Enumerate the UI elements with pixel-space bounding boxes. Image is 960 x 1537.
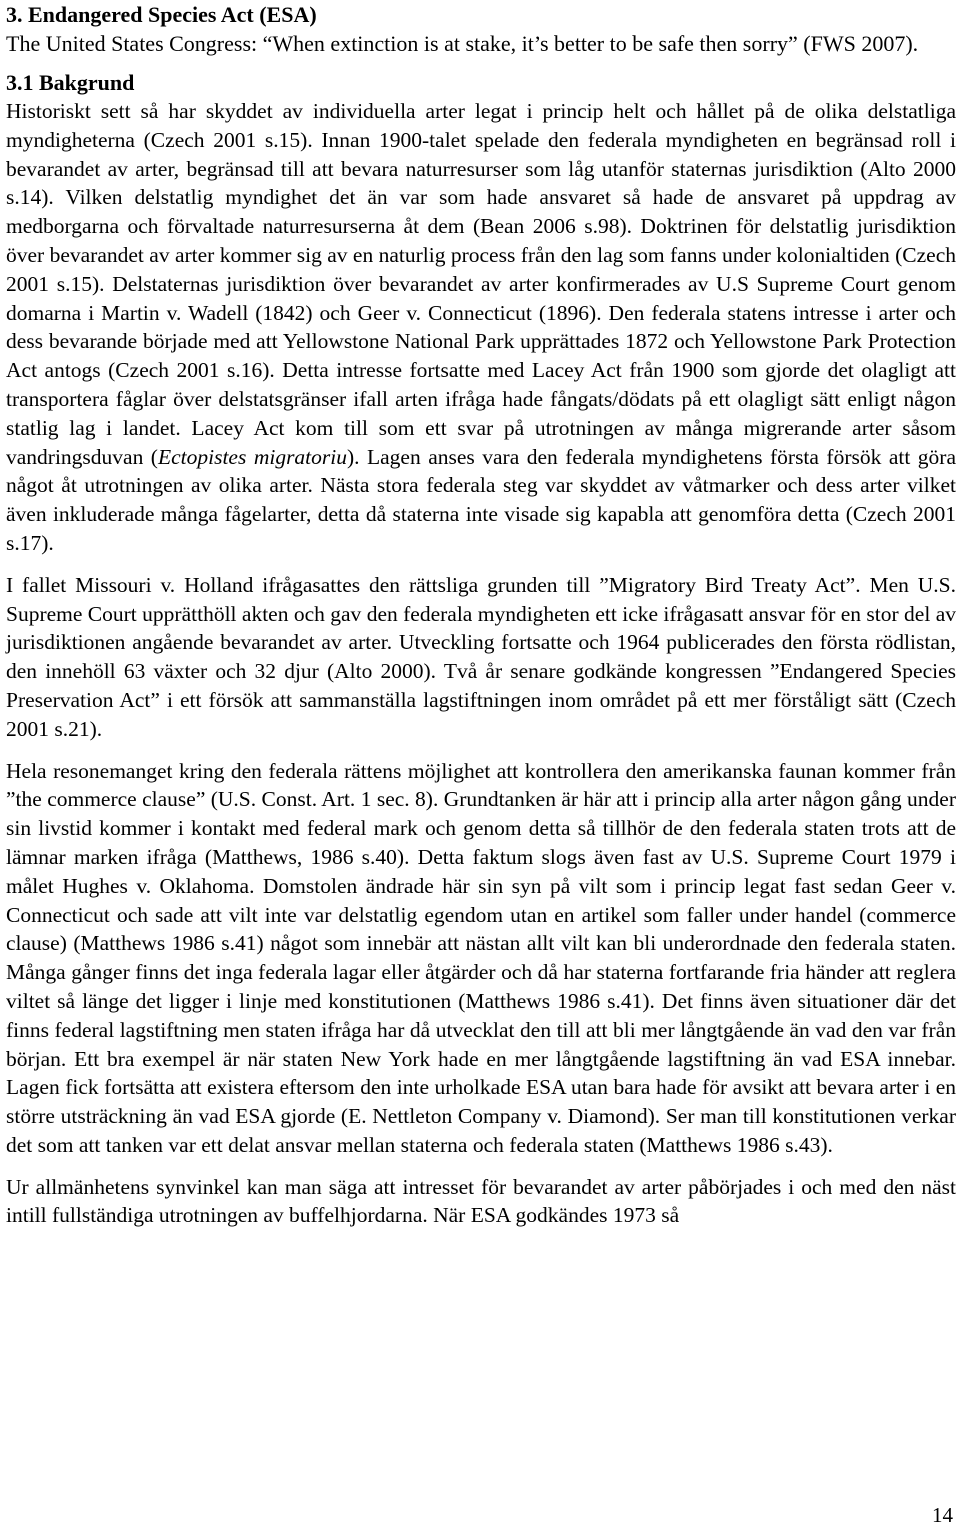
paragraph-4: Ur allmänhetens synvinkel kan man säga att intresset för bevarandet av arter påbörjades i och med den näst intill fullständiga utrotningen av buffelhjordarna. När ESA godkändes 1973 så [6, 1174, 956, 1228]
page-number: 14 [932, 1503, 953, 1527]
chapter-quote: The United States Congress: “When extinction is at stake, it’s better to be safe then sorry” (FWS 2007). [6, 31, 919, 56]
chapter-heading: 3. Endangered Species Act (ESA) [6, 2, 317, 27]
paragraph-3: Hela resonemanget kring den federala rättens möjlighet att kontrollera den amerikanska faunan kommer från ”the commerce clause” (U.S. Const. Art. 1 sec. 8). Grundtanken är här att i princip alla arter någon gång under sin livstid kommer i kontakt med federal mark och genom detta så tillhör de den federala staten trots att de lämnar marken ifråga (Matthews, 1986 s.40). Detta faktum slogs även fast av U.S. Supreme Court 1979 i målet Hughes v. Oklahoma. Domstolen ändrade här sin syn på vilt som i princip legat fast sedan Geer v. Connecticut och sade att vilt inte var delstatlig egendom utan en artikel som faller under handel (commerce clause) (Matthews 1986 s.41) något som innebär att nästan allt vilt kan bli underordnade den federala staten. Många gånger finns det inga federala lagar eller åtgärder och då har staterna fortfarande fria händer att reglera viltet så länge det ligger i linje med konstitutionen (Matthews 1986 s.41). Det finns även situationer där det finns federal lagstiftning men staten ifråga har då utvecklat den till att bli mer långtgående än vad den var från början. Ett bra exempel är när staten New York hade en mer långtgående lagstiftning än vad ESA innebar. Lagen fick fortsätta att existera eftersom den inte urholkade ESA utan bara hade för avsikt att bevara arter i en större utsträckning än vad ESA gjorde (E. Nettleton Company v. Diamond). Ser man till konstitutionen verkar det som att tanken var ett delat ansvar mellan staterna och federala staten (Matthews 1986 s.43). [6, 758, 956, 1157]
species-latin-name: Ectopistes migratoriu [157, 444, 347, 469]
paragraph-1-text-a: Historiskt sett så har skyddet av individuella arter legat i princip helt och hållet på de olika delstatliga myndigheterna (Czech 2001 s.15). Innan 1900-talet spelade den federala myndigheten en begränsad roll i bevarandet av arter, begränsad till att bevara naturresurser som låg utanför staternas jurisdiktion (Alto 2000 s.14). Vilken delstatlig myndighet det än var som hade ansvaret så hade de ansvaret på uppdrag av medborgarna och förvaltade naturresurserna åt dem (Bean 2006 s.98). Doktrinen för delstatlig jurisdiktion över bevarandet av arter kommer sig av en naturlig process från den lag som fanns under kolonialtiden (Czech 2001 s.15). Delstaternas jurisdiktion över bevarandet av arter konfirmerades av U.S Supreme Court genom domarna i Martin v. Wadell (1842) och Geer v. Connecticut (1896). Den federala statens intresse i arter och dess bevarande började med att Yellowstone National Park upprättades 1872 och Yellowstone Park Protection Act antogs (Czech 2001 s.16). Detta intresse fortsatte med Lacey Act från 1900 som gjorde det olagligt att transportera fåglar över delstatsgränser ifall arten ifråga hade fångats/dödats på ett olagligt sätt enligt någon statlig lag i landet. Lacey Act kom till som ett svar på utrotningen av många migrerande arter såsom vandringsduvan ( [6, 99, 956, 469]
paragraph-1 [6, 97, 956, 558]
paragraph-1-text-b: ). Lagen anses vara den federala myndighetens första försök att göra något åt utrotningen av olika arter. Nästa stora federala steg var skyddet av våtmarker och dess arter vilket även inkluderade många fågelarter, detta då staterna inte visade sig kapabla att genomföra detta (Czech 2001 s.17). [6, 444, 956, 555]
document-page [6, 0, 956, 1230]
section-heading: 3.1 Bakgrund [6, 70, 135, 95]
paragraph-2: I fallet Missouri v. Holland ifrågasattes den rättsliga grunden till ”Migratory Bird Treaty Act”. Men U.S. Supreme Court upprätthöll akten och gav den federala myndigheten ett icke ifrågasatt ansvar för en stor del av jurisdiktionen angående bevarandet av arter. Utveckling fortsatte och 1964 publicerades den första rödlistan, den innehöll 63 växter och 32 djur (Alto 2000). Två år senare godkände kongressen ”Endangered Species Preservation Act” i ett försök att sammanställa lagstiftningen inom området på ett mer förståligt sätt (Czech 2001 s.21). [6, 572, 956, 741]
